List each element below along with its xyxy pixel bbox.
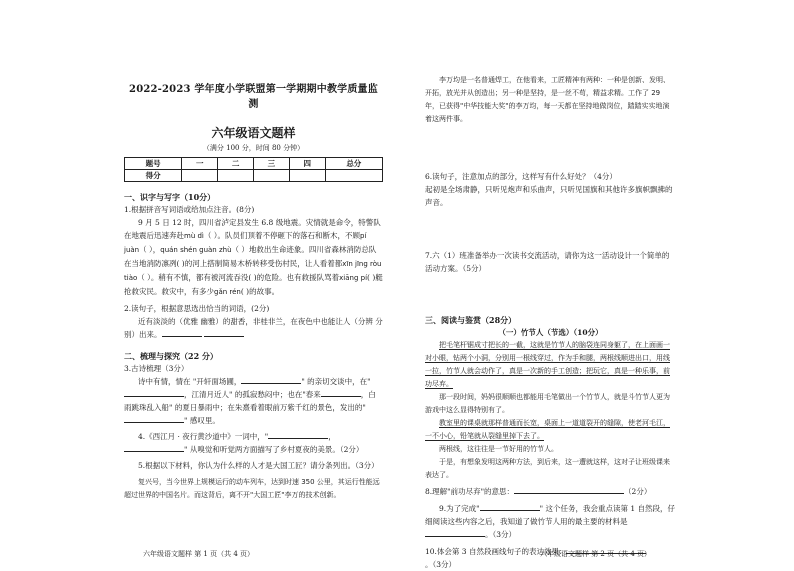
reading-paragraph-4: 两根线，这往往是一节好用的竹节人。 xyxy=(439,445,558,453)
answer-blank[interactable] xyxy=(321,388,361,397)
question-9 xyxy=(425,502,676,541)
reading-title: （一）竹节人（节选）（10分） xyxy=(498,328,603,337)
page-2-footer: 六年级语文题样 第 2 页（共 4 页） xyxy=(539,550,652,558)
passage-1 xyxy=(124,216,383,299)
answer-blank[interactable] xyxy=(268,430,328,439)
score-cell[interactable] xyxy=(289,170,325,182)
score-cell[interactable] xyxy=(325,170,382,182)
score-header-cell: 一 xyxy=(182,158,218,170)
reading-paragraph-2: 那一段时间，妈妈很顺顺也都能用毛笔做出一个竹节人，就是斗竹节人更为游戏中这么显得特别有了。 xyxy=(425,393,670,414)
q3-text: " 的亲切交谈中，在" xyxy=(301,377,371,386)
q10-score: 。（3分） xyxy=(425,560,457,569)
q9-text: 。（3分） xyxy=(485,530,517,539)
score-header-cell: 总分 xyxy=(325,158,382,170)
question-1: 1.根据拼音写词语或给加点注音。(8分) xyxy=(124,205,255,214)
score-table xyxy=(124,157,383,182)
score-header-cell: 三 xyxy=(253,158,289,170)
answer-blank[interactable] xyxy=(162,328,202,337)
score-cell[interactable] xyxy=(218,170,254,182)
question-8 xyxy=(425,485,676,498)
section-2-heading: 二、梳理与探究（22 分） xyxy=(124,351,218,361)
reading-text: 把毛笔杆锯成寸把长的一截，这就是竹节人的脑袋连同身躯了，在上面画一对小眼，钻两个小洞，分别用一根线穿过，作为手和腿，两根线顺进出口，用线一拉，竹节人就会动作了，真是一次新的手工创造；把玩它，真是一种乐事，前功尽弃。 xyxy=(425,341,670,388)
passage-text: （ ）。队员们顶着不停砸下的落石和断木，不顾 xyxy=(203,231,361,240)
score-header-cell: 题号 xyxy=(125,158,182,170)
page-1-content xyxy=(124,80,383,551)
passage-text: ( )艇抢救灾民。救灾中，有多少 xyxy=(124,273,383,296)
score-cell[interactable] xyxy=(182,170,218,182)
score-row-label: 得分 xyxy=(125,170,182,182)
q3-text: 诗中有情，情在 "开轩面场圃， xyxy=(138,377,242,386)
q3-text: ，白雨跳珠乱入船" 的夏日暴雨中；在朱熹看着眼前万紫千红的景色，发出的" xyxy=(124,390,376,412)
answer-blank[interactable] xyxy=(124,388,184,397)
passage-text: （ ）， xyxy=(139,245,161,254)
reading-paragraph-5: 于是，有想象发明这两种方法，到后来，这一遭就这样，这对子让班级课来表达了。 xyxy=(425,458,670,479)
pinyin-hint: mù dì xyxy=(184,232,204,240)
question-7: 7.六（1）班准备举办一次读书交流活动，请你为这一活动设计一个简单的活动方案。（5分） xyxy=(425,251,670,273)
q9-text: " 这个任务，我会重点读第 1 自然段，仔细阅读这些内容之后，我知道了做竹节人用的最主要的材料是 xyxy=(425,504,675,526)
q9-text: 9.为了完成" xyxy=(439,504,480,513)
passage-text: ( )的故事。 xyxy=(240,287,280,296)
pinyin-hint: quán shén guàn zhù xyxy=(160,246,232,254)
answer-blank[interactable] xyxy=(514,485,624,494)
score-header-cell: 四 xyxy=(289,158,325,170)
exam-note: （满分 100 分，时间 80 分钟） xyxy=(202,144,305,152)
answer-blank[interactable] xyxy=(425,528,485,537)
question-3-text xyxy=(124,375,383,427)
q3-text: " 感叹里。 xyxy=(184,416,220,425)
pinyin-hint: pí juàn xyxy=(124,232,367,254)
q3-text: ，江清月近人" 的孤寂愁闷中；也在"春来 xyxy=(184,390,321,399)
exam-page-1 xyxy=(0,0,397,561)
pinyin-hint: xīn jīng ròu tiào xyxy=(124,260,382,282)
section-1-heading: 一、识字与写字（10分） xyxy=(124,192,216,202)
q8-score: （2分） xyxy=(624,487,652,496)
exam-title: 2022-2023 学年度小学联盟第一学期期中教学质量监测 xyxy=(129,84,378,110)
answer-blank[interactable] xyxy=(480,502,540,511)
question-5: 5.根据以下材料，你认为什么样的人才是大国工匠？请分条列出。（3分） xyxy=(138,461,379,470)
q4-text: 4.《西江月 · 夜行黄沙道中》一词中，" xyxy=(138,432,269,441)
q10-text: 10.体会第 3 自然段画线句子的表达效果： xyxy=(425,547,567,556)
question-6-text: 起初是全场肃静，只听见炮声和乐曲声，只听见国旗和其他许多旗帜飘拂的声音。 xyxy=(425,185,673,207)
question-5-material: 复兴号，当今世界上规模运行的动车列车，达到时速 350 公里，其运行性能远超过世界的中国名片。而这背后，离不开"大国工匠"李万的技术创新。 xyxy=(124,478,380,499)
passage-text: （ ）。稍有不慎，都有被河流吞没( )的危险。也有救援队骂着 xyxy=(137,273,340,282)
exam-subtitle: 六年级语文题样 xyxy=(211,126,296,140)
answer-blank[interactable] xyxy=(124,443,184,452)
question-2-text xyxy=(124,315,383,341)
answer-blank[interactable] xyxy=(124,414,184,423)
score-header-cell: 二 xyxy=(218,158,254,170)
answer-blank[interactable] xyxy=(204,328,244,337)
question-2: 2.读句子，根据意思选出恰当的词语，(2分) xyxy=(124,304,270,313)
passage-text: 9 月 5 日 12 时，四川省泸定县发生 6.8 级地震。灾情就是命令，特警队在地震后迅速奔赴 xyxy=(124,218,381,240)
question-6: 6.读句子，注意加点的部分，这样写有什么好处？（4分） xyxy=(425,172,617,181)
section-3-heading: 三、阅读与鉴赏（28分） xyxy=(425,315,517,325)
answer-blank[interactable] xyxy=(241,375,301,384)
passage-text: （ ）地救出生命迹象。四川省森林消防总队在当地消防凛冽( )的河上搭制简易木桥转移受伤村民， xyxy=(124,245,377,268)
pinyin-hint: gǎn rén xyxy=(214,288,241,296)
passage-text: 让人看着都 xyxy=(304,259,343,268)
question-4: 4.《西江月 · 夜行黄沙道中》一词中，" ，" 从嗅觉和听觉两方面描写了乡村夏夜的美景。（2分） xyxy=(124,430,383,456)
q4-text: " 从嗅觉和听觉两方面描写了乡村夏夜的美景。（2分） xyxy=(184,445,364,454)
page-1-footer: 六年级语文题样 第 1 页（共 4 页） xyxy=(142,550,255,558)
score-table-row xyxy=(125,170,383,182)
score-cell[interactable] xyxy=(253,170,289,182)
q8-text: 8.理解"前功尽弃"的意思： xyxy=(425,487,515,496)
q2-sentence: 近有淡淡的（优雅 幽雅）的甜香，非桂非兰，在夜色中也能让人（分辨 分别）出来。 xyxy=(124,317,383,339)
score-table-header xyxy=(125,158,383,170)
exam-page-2 xyxy=(397,0,794,569)
pinyin-hint: xiāng pí xyxy=(339,274,368,282)
material-continued: 李万均是一名普通焊工，在他看来，工匠精神有两种：一种是创新、发明、开拓，放光并从创造出；另一种是坚持，是一丝不苟，精益求精。工作了 29 年，已获得"中华技能大奖"的李万均，每一天都在坚持地做岗位，踏踏实实地演着这两件事。 xyxy=(425,76,670,123)
reading-text: 教室里的课桌就那样普通而长宽，桌面上一道道裂开的缝隙，使老河毛江，一不小心，铅笔就从裂缝里掉下去了。 xyxy=(425,419,670,440)
reading-paragraph-3 xyxy=(425,417,676,443)
question-3: 3.古诗梳理（3分） xyxy=(124,364,189,373)
reading-paragraph-1 xyxy=(425,339,676,391)
